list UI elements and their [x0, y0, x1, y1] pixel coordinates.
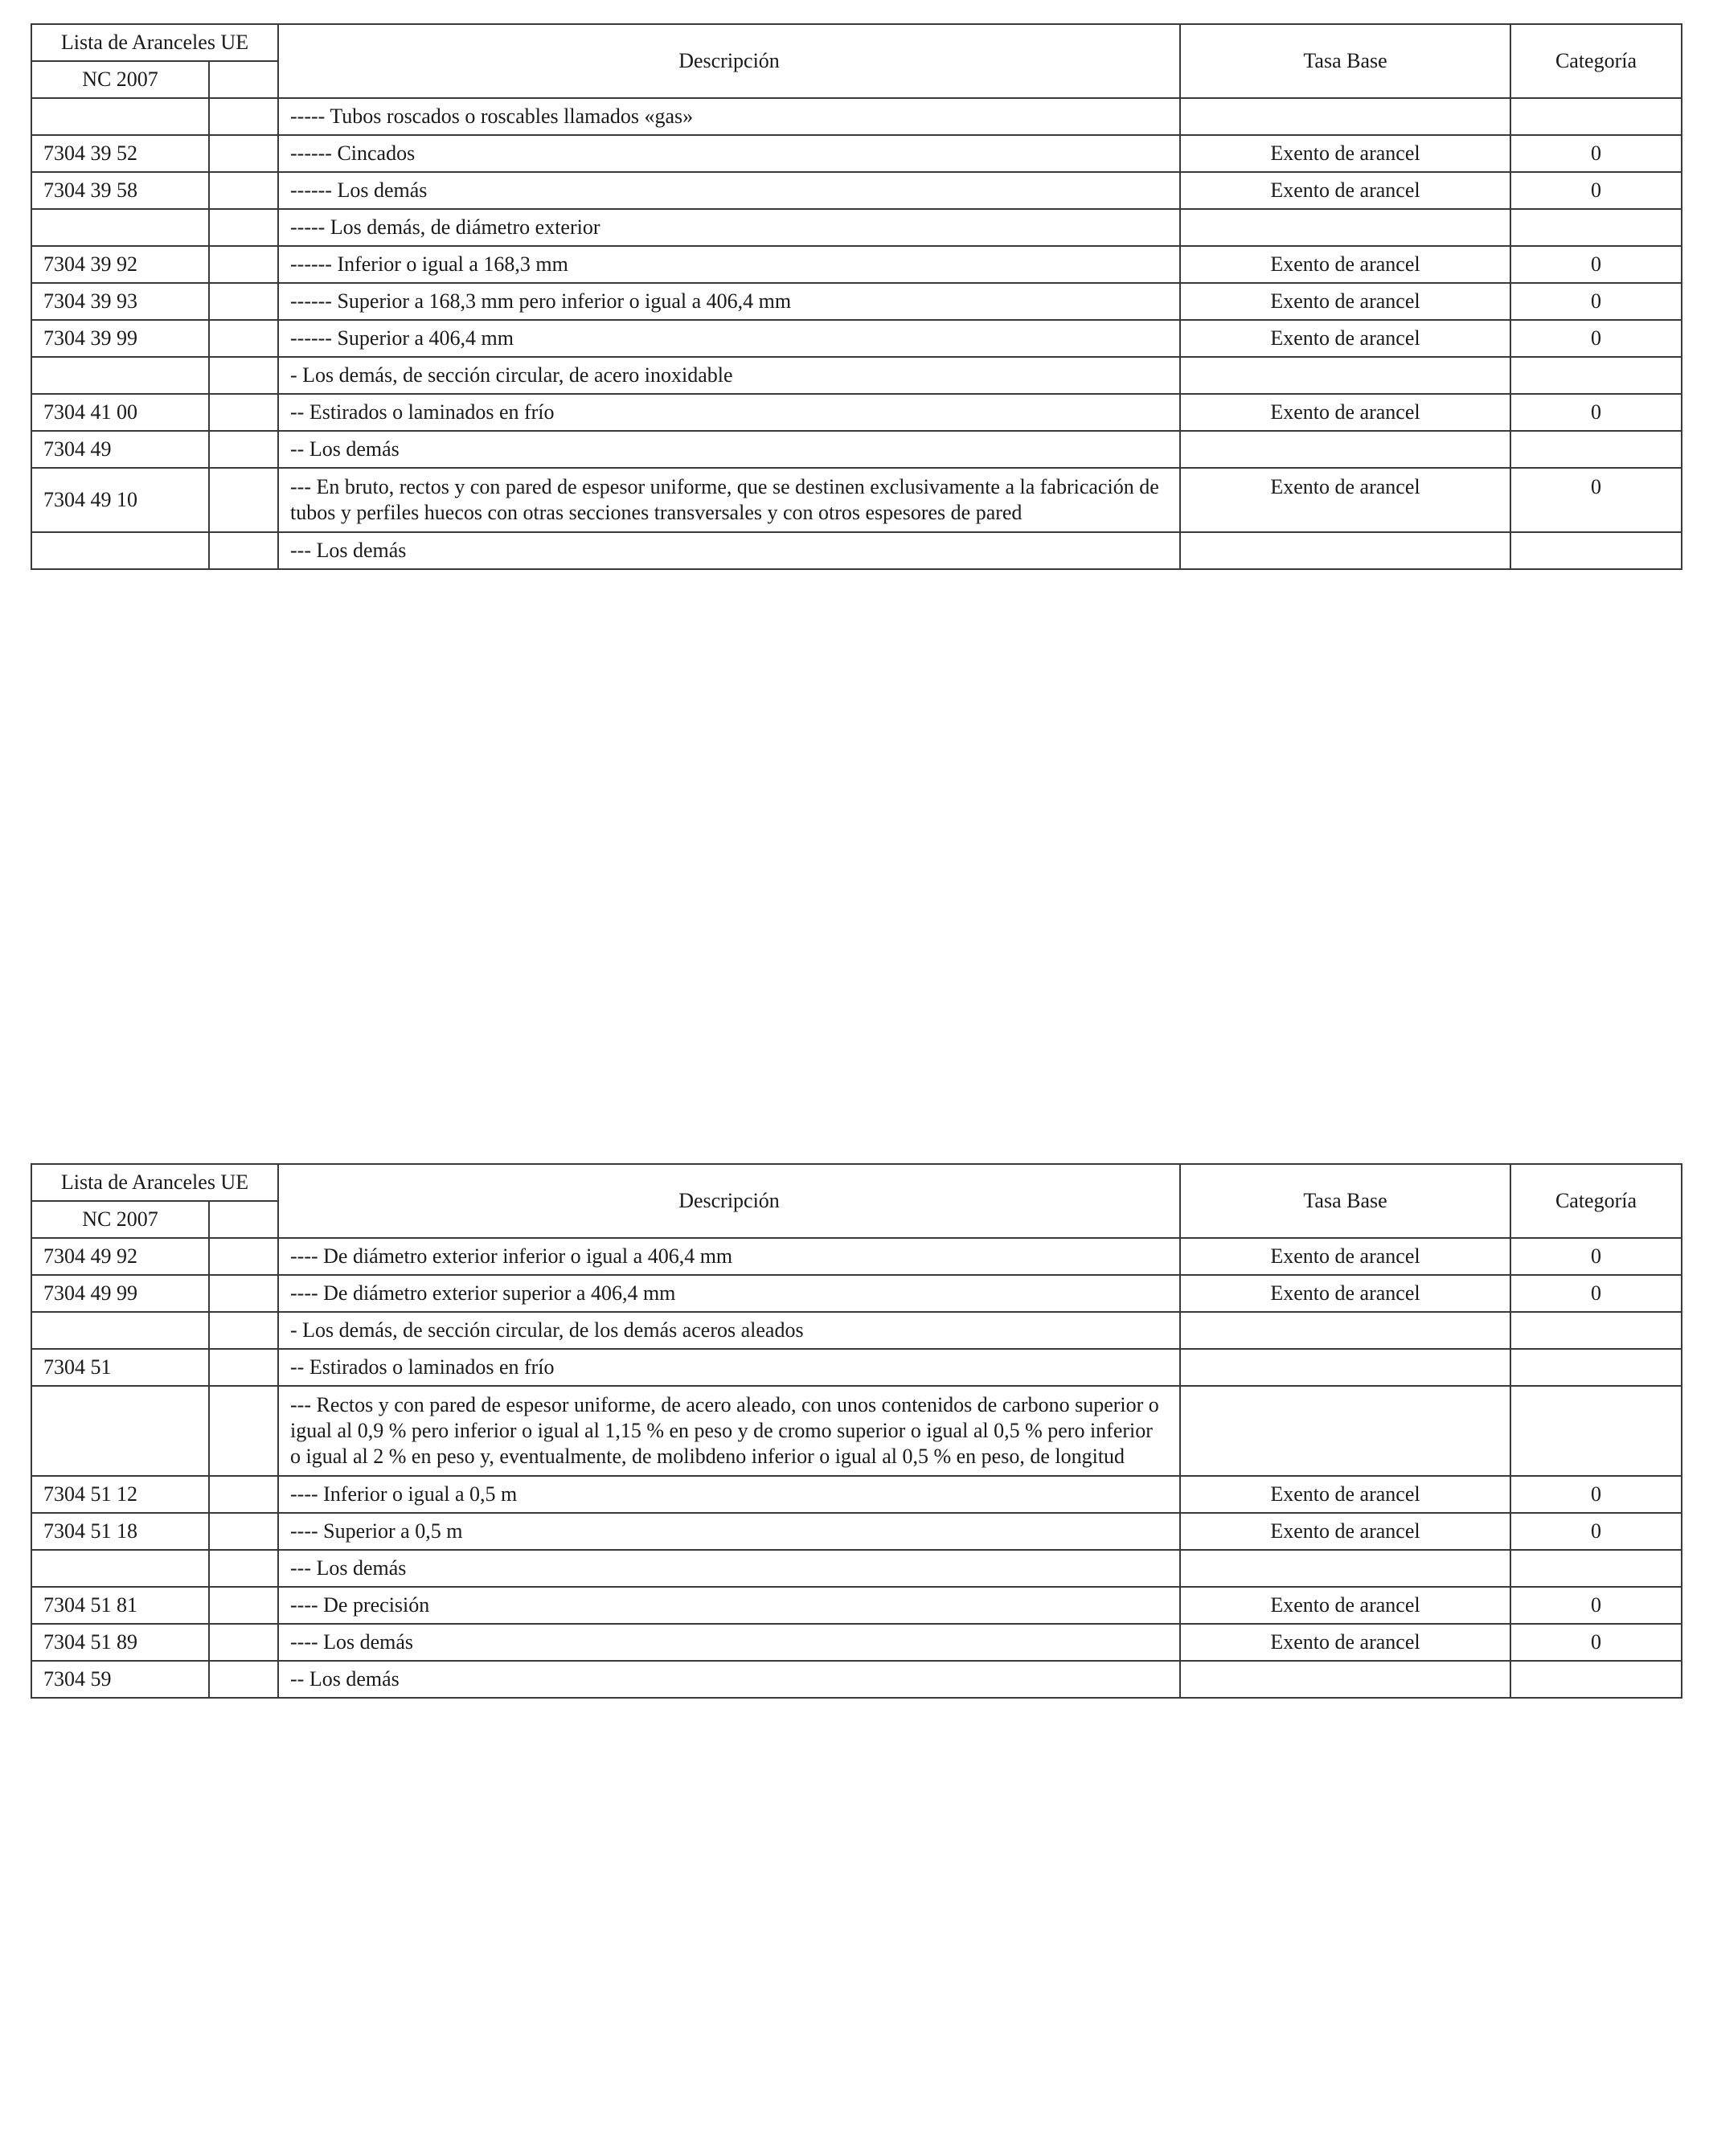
rate-cell: Exento de arancel — [1180, 1476, 1510, 1513]
code-cell: 7304 59 — [31, 1661, 209, 1698]
category-cell — [1510, 1661, 1682, 1698]
code-cell: 7304 39 99 — [31, 320, 209, 357]
description-cell: ---- De precisión — [278, 1587, 1180, 1624]
table-row — [31, 1587, 1682, 1624]
rate-cell: Exento de arancel — [1180, 172, 1510, 209]
category-cell: 0 — [1510, 246, 1682, 283]
code-cell: 7304 51 81 — [31, 1587, 209, 1624]
description-cell: ------ Cincados — [278, 135, 1180, 172]
table-row — [31, 468, 1682, 532]
header-category: Categoría — [1510, 1164, 1682, 1238]
empty-cell — [209, 1661, 278, 1698]
table-row — [31, 283, 1682, 320]
rate-cell — [1180, 1550, 1510, 1587]
table-row — [31, 98, 1682, 135]
rate-cell — [1180, 532, 1510, 569]
category-cell: 0 — [1510, 283, 1682, 320]
code-cell — [31, 1550, 209, 1587]
empty-cell — [209, 246, 278, 283]
table-row — [31, 320, 1682, 357]
empty-cell — [209, 172, 278, 209]
code-cell: 7304 39 93 — [31, 283, 209, 320]
empty-cell — [209, 1476, 278, 1513]
empty-cell — [209, 1550, 278, 1587]
table-row — [31, 1624, 1682, 1661]
empty-cell — [209, 431, 278, 468]
code-cell: 7304 49 10 — [31, 468, 209, 532]
header-list-label: Lista de Aranceles UE — [31, 1164, 278, 1201]
rate-cell: Exento de arancel — [1180, 283, 1510, 320]
empty-cell — [209, 1386, 278, 1476]
code-cell: 7304 49 99 — [31, 1275, 209, 1312]
category-cell: 0 — [1510, 1238, 1682, 1275]
table-row — [31, 1513, 1682, 1550]
category-cell — [1510, 532, 1682, 569]
category-cell: 0 — [1510, 1275, 1682, 1312]
category-cell — [1510, 98, 1682, 135]
empty-cell — [209, 1312, 278, 1349]
rate-cell: Exento de arancel — [1180, 1587, 1510, 1624]
category-cell — [1510, 1312, 1682, 1349]
rate-cell — [1180, 1661, 1510, 1698]
header-rate: Tasa Base — [1180, 24, 1510, 98]
category-cell: 0 — [1510, 1513, 1682, 1550]
code-cell: 7304 41 00 — [31, 394, 209, 431]
description-cell: --- Rectos y con pared de espesor uniforme, de acero aleado, con unos contenidos de carbono superior o igual al 0,9 % pero inferior o igual al 1,15 % en peso y de cromo superior o igual al 0,5 % pero inferior o igual al 2 % en peso y, eventualmente, de molibdeno inferior o igual al 0,5 % en peso, de longitud — [278, 1386, 1180, 1476]
header-rate: Tasa Base — [1180, 1164, 1510, 1238]
category-cell — [1510, 1550, 1682, 1587]
description-cell: ----- Los demás, de diámetro exterior — [278, 209, 1180, 246]
rate-cell — [1180, 209, 1510, 246]
category-cell: 0 — [1510, 1624, 1682, 1661]
description-cell: ------ Los demás — [278, 172, 1180, 209]
category-cell: 0 — [1510, 468, 1682, 532]
rate-cell: Exento de arancel — [1180, 1275, 1510, 1312]
category-cell — [1510, 209, 1682, 246]
tariff-table-2 — [31, 1163, 1682, 1699]
rate-cell: Exento de arancel — [1180, 394, 1510, 431]
table-row — [31, 1661, 1682, 1698]
rate-cell — [1180, 1349, 1510, 1386]
description-cell: ------ Inferior o igual a 168,3 mm — [278, 246, 1180, 283]
rate-cell — [1180, 1312, 1510, 1349]
code-cell: 7304 51 89 — [31, 1624, 209, 1661]
empty-cell — [209, 209, 278, 246]
table-row — [31, 246, 1682, 283]
code-cell: 7304 51 — [31, 1349, 209, 1386]
header-row-top — [31, 1164, 1682, 1201]
header-empty-cell — [209, 61, 278, 98]
table-1-body — [31, 24, 1682, 569]
code-cell: 7304 49 92 — [31, 1238, 209, 1275]
header-description: Descripción — [278, 24, 1180, 98]
description-cell: ------ Superior a 406,4 mm — [278, 320, 1180, 357]
rate-cell — [1180, 431, 1510, 468]
rate-cell — [1180, 357, 1510, 394]
header-empty-cell — [209, 1201, 278, 1238]
table-row — [31, 431, 1682, 468]
description-cell: -- Estirados o laminados en frío — [278, 394, 1180, 431]
description-cell: -- Los demás — [278, 1661, 1180, 1698]
empty-cell — [209, 283, 278, 320]
category-cell: 0 — [1510, 135, 1682, 172]
rate-cell: Exento de arancel — [1180, 320, 1510, 357]
rate-cell: Exento de arancel — [1180, 1624, 1510, 1661]
description-cell: - Los demás, de sección circular, de los demás aceros aleados — [278, 1312, 1180, 1349]
empty-cell — [209, 1238, 278, 1275]
table-row — [31, 135, 1682, 172]
description-cell: --- En bruto, rectos y con pared de espesor uniforme, que se destinen exclusivamente a la fabricación de tubos y perfiles huecos con otras secciones transversales y con otros espesores de pared — [278, 468, 1180, 532]
empty-cell — [209, 394, 278, 431]
category-cell — [1510, 1349, 1682, 1386]
empty-cell — [209, 532, 278, 569]
table-row — [31, 1238, 1682, 1275]
description-cell: --- Los demás — [278, 1550, 1180, 1587]
description-cell: ----- Tubos roscados o roscables llamados «gas» — [278, 98, 1180, 135]
header-list-label: Lista de Aranceles UE — [31, 24, 278, 61]
description-cell: --- Los demás — [278, 532, 1180, 569]
empty-cell — [209, 468, 278, 532]
code-cell: 7304 49 — [31, 431, 209, 468]
header-category: Categoría — [1510, 24, 1682, 98]
category-cell: 0 — [1510, 1587, 1682, 1624]
rate-cell: Exento de arancel — [1180, 468, 1510, 532]
code-cell — [31, 1312, 209, 1349]
table-row — [31, 1275, 1682, 1312]
code-cell — [31, 532, 209, 569]
table-row — [31, 1349, 1682, 1386]
rate-cell — [1180, 1386, 1510, 1476]
header-nc-label: NC 2007 — [31, 1201, 209, 1238]
code-cell: 7304 51 18 — [31, 1513, 209, 1550]
empty-cell — [209, 1587, 278, 1624]
category-cell — [1510, 431, 1682, 468]
code-cell: 7304 39 52 — [31, 135, 209, 172]
category-cell — [1510, 1386, 1682, 1476]
code-cell — [31, 1386, 209, 1476]
description-cell: ---- Superior a 0,5 m — [278, 1513, 1180, 1550]
empty-cell — [209, 98, 278, 135]
category-cell: 0 — [1510, 320, 1682, 357]
category-cell — [1510, 357, 1682, 394]
rate-cell: Exento de arancel — [1180, 1238, 1510, 1275]
empty-cell — [209, 1513, 278, 1550]
table-row — [31, 172, 1682, 209]
table-row — [31, 1476, 1682, 1513]
empty-cell — [209, 1349, 278, 1386]
description-cell: ---- De diámetro exterior inferior o igual a 406,4 mm — [278, 1238, 1180, 1275]
code-cell: 7304 39 58 — [31, 172, 209, 209]
code-cell — [31, 209, 209, 246]
empty-cell — [209, 1275, 278, 1312]
table-2-body — [31, 1164, 1682, 1698]
description-cell: ---- Inferior o igual a 0,5 m — [278, 1476, 1180, 1513]
description-cell: - Los demás, de sección circular, de acero inoxidable — [278, 357, 1180, 394]
description-cell: -- Estirados o laminados en frío — [278, 1349, 1180, 1386]
header-row-top — [31, 24, 1682, 61]
rate-cell: Exento de arancel — [1180, 1513, 1510, 1550]
code-cell: 7304 39 92 — [31, 246, 209, 283]
code-cell: 7304 51 12 — [31, 1476, 209, 1513]
table-row — [31, 1312, 1682, 1349]
table-row — [31, 209, 1682, 246]
description-cell: ---- Los demás — [278, 1624, 1180, 1661]
header-nc-label: NC 2007 — [31, 61, 209, 98]
empty-cell — [209, 1624, 278, 1661]
category-cell: 0 — [1510, 172, 1682, 209]
tariff-table-1 — [31, 23, 1682, 570]
category-cell: 0 — [1510, 394, 1682, 431]
empty-cell — [209, 357, 278, 394]
description-cell: -- Los demás — [278, 431, 1180, 468]
table-row — [31, 1386, 1682, 1476]
description-cell: ---- De diámetro exterior superior a 406,4 mm — [278, 1275, 1180, 1312]
empty-cell — [209, 135, 278, 172]
empty-cell — [209, 320, 278, 357]
code-cell — [31, 98, 209, 135]
category-cell: 0 — [1510, 1476, 1682, 1513]
code-cell — [31, 357, 209, 394]
rate-cell: Exento de arancel — [1180, 246, 1510, 283]
rate-cell: Exento de arancel — [1180, 135, 1510, 172]
rate-cell — [1180, 98, 1510, 135]
table-row — [31, 532, 1682, 569]
table-row — [31, 394, 1682, 431]
table-row — [31, 357, 1682, 394]
table-row — [31, 1550, 1682, 1587]
header-description: Descripción — [278, 1164, 1180, 1238]
description-cell: ------ Superior a 168,3 mm pero inferior o igual a 406,4 mm — [278, 283, 1180, 320]
